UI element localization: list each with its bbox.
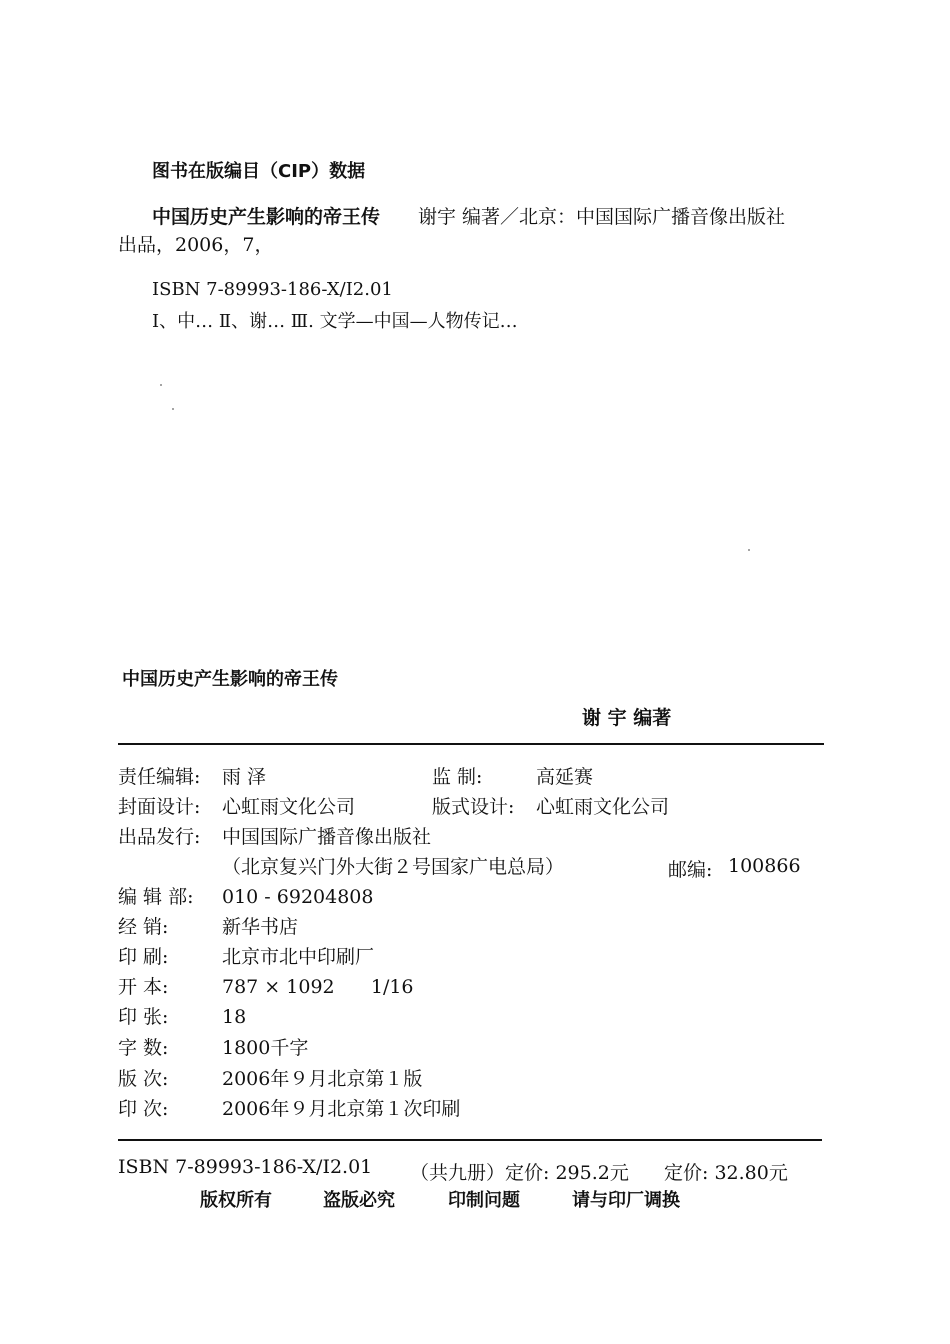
layout-label: 版式设计: (432, 796, 515, 818)
speck (172, 408, 174, 410)
dist-value: 新华书店 (222, 916, 299, 938)
cip-isbn: ISBN 7-89993-186-X/I2.01 (152, 279, 393, 300)
printing-label: 印 次: (118, 1098, 169, 1120)
print-row (118, 942, 374, 969)
words-row (118, 1033, 308, 1060)
dept-label: 编 辑 部: (118, 886, 194, 908)
cip-book-title: 中国历史产生影响的帝王传 (152, 206, 381, 228)
footer-set-price: （共九册）定价: 295.2元 (410, 1162, 629, 1184)
dist-row (118, 912, 298, 939)
sheets-value: 18 (222, 1006, 247, 1028)
dist-label: 经 销: (118, 916, 169, 938)
address: （北京复兴门外大街２号国家广电总局） (222, 856, 565, 878)
cip-author-publisher: 谢宇 编著／北京：中国国际广播音像出版社 (418, 206, 786, 228)
notice-copyright: 版权所有 (200, 1190, 272, 1211)
edition-value: 2006年９月北京第１版 (222, 1068, 423, 1090)
printing-value: 2006年９月北京第１次印刷 (222, 1098, 461, 1120)
cover-row (118, 792, 355, 819)
editor-label: 责任编辑: (118, 766, 201, 788)
words-value: 1800千字 (222, 1037, 309, 1059)
colophon-title: 中国历史产生影响的帝王传 (122, 669, 338, 690)
footer-price: 定价: 32.80元 (664, 1162, 788, 1184)
zip-value: 100866 (728, 855, 801, 877)
format-row (118, 972, 414, 999)
colophon-author: 谢 宇 编著 (582, 707, 672, 729)
publisher-value: 中国国际广播音像出版社 (222, 826, 432, 848)
speck (160, 384, 162, 386)
cip-subjects: Ⅰ、中… Ⅱ、谢… Ⅲ. 文学—中国—人物传记… (152, 311, 518, 332)
dept-row (118, 882, 373, 909)
dept-value: 010 - 69204808 (222, 886, 374, 908)
publisher-label: 出品发行: (118, 826, 201, 848)
notice-exchange: 请与印厂调换 (572, 1190, 680, 1211)
sheets-row (118, 1002, 246, 1029)
editor-value: 雨 泽 (222, 766, 267, 788)
cover-value: 心虹雨文化公司 (222, 796, 356, 818)
supervisor-label: 监 制: (432, 766, 483, 788)
format-label: 开 本: (118, 976, 169, 998)
zip-label: 邮编: (668, 859, 713, 881)
edition-row (118, 1064, 422, 1091)
notice-piracy: 盗版必究 (323, 1190, 395, 1211)
layout-value: 心虹雨文化公司 (536, 796, 670, 818)
printing-row (118, 1094, 460, 1121)
words-label: 字 数: (118, 1037, 169, 1059)
cip-publication-info: 出品，2006，7， (118, 234, 274, 256)
print-label: 印 刷: (118, 946, 169, 968)
bottom-rule (118, 1139, 822, 1141)
sheets-label: 印 张: (118, 1006, 169, 1028)
format-value: 787 × 1092 1/16 (222, 976, 414, 998)
cover-label: 封面设计: (118, 796, 201, 818)
top-rule (118, 743, 824, 745)
cip-heading: 图书在版编目（CIP）数据 (152, 161, 366, 182)
notice-printing-issues: 印制问题 (448, 1190, 520, 1211)
footer-isbn: ISBN 7-89993-186-X/I2.01 (118, 1156, 373, 1178)
editor-row (118, 762, 266, 789)
speck (748, 549, 750, 551)
print-value: 北京市北中印刷厂 (222, 946, 375, 968)
supervisor-value: 高延赛 (536, 766, 594, 788)
publisher-row (118, 822, 431, 849)
edition-label: 版 次: (118, 1068, 169, 1090)
